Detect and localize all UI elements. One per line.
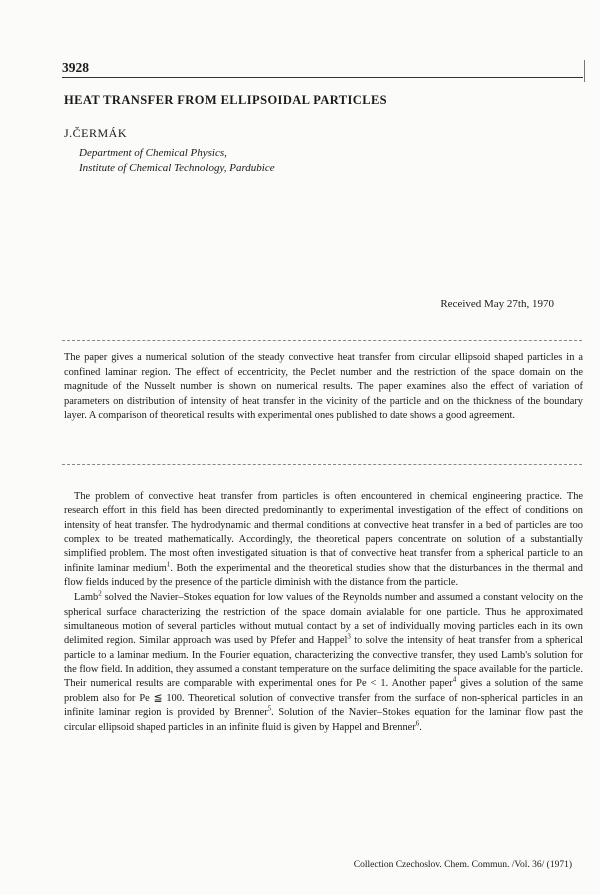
paragraph-2 — [64, 591, 583, 734]
affiliation-line-2: Institute of Chemical Technology, Pardubice — [79, 162, 275, 174]
article-title: HEAT TRANSFER FROM ELLIPSOIDAL PARTICLES — [64, 93, 388, 107]
paragraph-1-part-a: The problem of convective heat transfer from particles is often encountered in chemical engineering practice. The research effort in this field has been directed predominantly to experimental investigation of the effect of conditions on intensity of heat transfer. The hydrodynamic and thermal conditions at convective heat transfer in a bed of particles are too complex to be treated mathematically. Accordingly, the theoretical papers concentrate on solution of a substantially simplified problem. The most often investigated situation is that of convective heat transfer from a spherical particle to an infinite laminar medium — [64, 491, 583, 574]
paragraph-2-part-e: . Solution of the Navier–Stokes equation for the laminar flow past the circular ellipsoid shaped particles in an infinite fluid is given by Happel and Brenner — [64, 707, 583, 733]
paragraph-2-part-d: gives a solution of the same problem also for Pe ≦ 100. Theoretical solution of convective transfer from the surface of non-spherical particles in an infinite laminar region is provided by Brenner — [64, 678, 583, 719]
paragraph-2-part-a: Lamb — [74, 592, 99, 604]
paragraph-1-part-b: . Both the experimental and the theoretical studies show that the disturbances in the thermal and flow fields induced by the presence of the particle diminish with the distance from the particle. — [64, 562, 583, 589]
paragraph-2-part-f: . — [419, 721, 422, 733]
received-date: Received May 27th, 1970 — [440, 298, 554, 310]
header-rule — [62, 77, 583, 78]
body-text — [64, 490, 583, 735]
reference-2: 2 — [98, 589, 102, 598]
page-number: 3928 — [62, 60, 89, 75]
reference-4: 4 — [452, 676, 457, 684]
affiliation-line-1: Department of Chemical Physics, — [79, 147, 227, 159]
abstract: The paper gives a numerical solution of the steady convective heat transfer from circular ellipsoid shaped particles in a confined laminar region. The effect of eccentricity, the Peclet number and the restriction of the space domain on the magnitude of the Nusselt number is shown on numerical results. The paper examines also the effect of variation of parameters on distribution of intensity of heat transfer in the vicinity of the particle and on the thickness of the boundary layer. A comparison of theoretical results with experimental ones published to date shows a good agreement. — [64, 352, 583, 421]
abstract-rule-top — [62, 340, 582, 341]
paragraph-1 — [64, 490, 583, 590]
reference-5: 5 — [267, 704, 272, 713]
reference-3: 3 — [347, 632, 351, 641]
abstract-rule-bottom — [62, 464, 582, 465]
journal-footer: Collection Czechoslov. Chem. Commun. /Vol. 36/ (1971) — [353, 860, 572, 870]
paragraph-2-part-c: to solve the intensity of heat transfer from a spherical particle to a laminar medium. In the Fourier equation, characterizing the convective transfer, they used Lamb's solution for the flow field. In addition, they assumed a constant temperature on the surface delimiting the space available for the particle. Their numerical results are comparable with experimental ones for Pe < 1. Another paper — [64, 635, 583, 690]
margin-line — [584, 60, 585, 82]
reference-1: 1 — [166, 560, 171, 569]
reference-6: 6 — [415, 719, 420, 728]
author-name: J.ČERMÁK — [64, 126, 128, 140]
paragraph-2-part-b: solved the Navier–Stokes equation for low values of the Reynolds number and assumed a constant velocity on the spherical surface characterizing the restriction of the space domain avialable for one particle. Thus he approximated simultaneous motion of several particles without mutual contact by a set of individually moving particles each in its own delimited region. Similar approach was used by Pfefer and Happel — [64, 592, 583, 647]
